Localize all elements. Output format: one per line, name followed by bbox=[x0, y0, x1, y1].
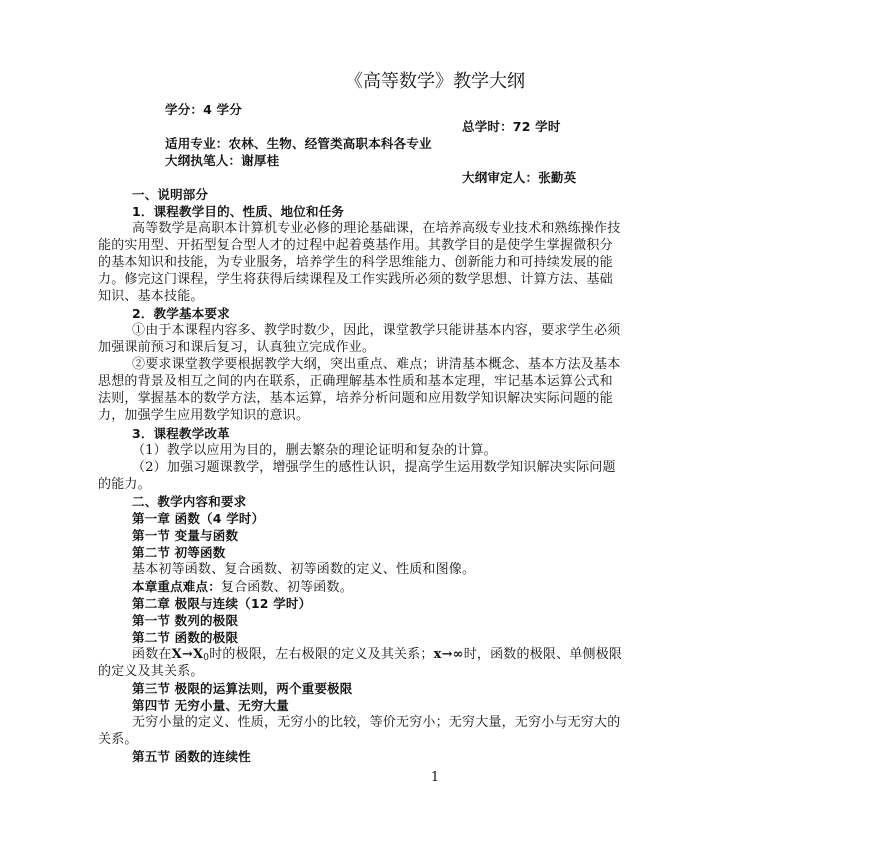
paragraph-line: （1）教学以应用为目的，删去繁杂的理论证明和复杂的计算。 bbox=[132, 443, 497, 458]
author-info: 大纲执笔人：谢厚桂 bbox=[165, 153, 280, 168]
credit-info: 学分：4 学分 bbox=[165, 102, 242, 117]
paragraph-line: 的基本知识和技能，为专业服务，培养学生的科学思维能力、创新能力和可持续发展的能 bbox=[98, 255, 613, 270]
chapter-heading: 第一章 函数（4 学时） bbox=[132, 511, 265, 526]
paragraph-line: 法则，掌握基本的数学方法，基本运算，培养分析问题和应用数学知识解决实际问题的能 bbox=[98, 391, 613, 406]
paragraph-line: 的定义及其关系。 bbox=[98, 664, 204, 679]
reviewer-info: 大纲审定人：张勤英 bbox=[462, 170, 577, 185]
section-title: 第一节 变量与函数 bbox=[132, 528, 239, 543]
text-fragment: 时的极限，左右极限的定义及其关系； bbox=[209, 647, 434, 662]
key-points-text: 复合函数、初等函数。 bbox=[220, 580, 353, 595]
section-title: 第五节 函数的连续性 bbox=[132, 749, 251, 764]
paragraph-line: 力。修完这门课程，学生将获得后续课程及工作实践所必须的数学思想、计算方法、基础 bbox=[98, 272, 613, 287]
paragraph-line: 高等数学是高职本计算机专业必修的理论基础课，在培养高级专业技术和熟练操作技 bbox=[132, 221, 621, 236]
key-points-label: 本章重点难点： bbox=[132, 579, 221, 594]
paragraph-line: 无穷小量的定义、性质，无穷小的比较，等价无穷小；无穷大量，无穷小与无穷大的 bbox=[132, 715, 621, 730]
subsection-heading: 3．课程教学改革 bbox=[132, 426, 230, 441]
text-fragment: 时，函数的极限、单侧极限 bbox=[463, 647, 623, 662]
section-title: 第二节 初等函数 bbox=[132, 545, 226, 560]
text-fragment: 函数在 bbox=[132, 647, 172, 662]
section-title: 第二节 函数的极限 bbox=[132, 630, 239, 645]
page-title: 《高等数学》教学大纲 bbox=[345, 71, 525, 92]
formula-subscript: 0 bbox=[203, 653, 210, 663]
hours-info: 总学时：72 学时 bbox=[462, 119, 561, 134]
paragraph-line bbox=[132, 646, 622, 667]
chapter-heading: 第二章 极限与连续（12 学时） bbox=[132, 596, 312, 611]
section-title: 第四节 无穷小量、无穷大量 bbox=[132, 698, 289, 713]
formula-x-to-x0: X→X bbox=[171, 647, 204, 662]
subsection-heading: 2．教学基本要求 bbox=[132, 306, 230, 321]
paragraph-line: 基本初等函数、复合函数、初等函数的定义、性质和图像。 bbox=[132, 562, 476, 577]
paragraph-line: 力，加强学生应用数学知识的意识。 bbox=[98, 408, 310, 423]
page-number: 1 bbox=[430, 770, 440, 785]
section-heading: 一、说明部分 bbox=[132, 187, 209, 202]
section-heading: 二、教学内容和要求 bbox=[132, 494, 247, 509]
paragraph-line: 知识、基本技能。 bbox=[98, 289, 204, 304]
paragraph-line: ②要求课堂教学要根据教学大纲，突出重点、难点；讲清基本概念、基本方法及基本 bbox=[132, 357, 621, 372]
section-title: 第三节 极限的运算法则，两个重要极限 bbox=[132, 681, 353, 696]
paragraph-line: ①由于本课程内容多、教学时数少，因此，课堂教学只能讲基本内容，要求学生必须 bbox=[132, 323, 621, 338]
paragraph-line: 能的实用型、开拓型复合型人才的过程中起着奠基作用。其教学目的是使学生掌握微积分 bbox=[98, 238, 613, 253]
paragraph-line: （2）加强习题课教学，增强学生的感性认识，提高学生运用数学知识解决实际问题 bbox=[132, 460, 616, 475]
subsection-heading: 1．课程教学目的、性质、地位和任务 bbox=[132, 204, 345, 219]
formula-x-to-infinity: x→∞ bbox=[433, 647, 464, 662]
paragraph-line: 思想的背景及相互之间的内在联系，正确理解基本性质和基本定理，牢记基本运算公式和 bbox=[98, 374, 613, 389]
paragraph-line: 加强课前预习和课后复习，认真独立完成作业。 bbox=[98, 340, 376, 355]
paragraph-line: 的能力。 bbox=[98, 477, 151, 492]
paragraph-line: 关系。 bbox=[98, 732, 138, 747]
section-title: 第一节 数列的极限 bbox=[132, 613, 239, 628]
applicable-majors: 适用专业：农林、生物、经管类高职本科各专业 bbox=[165, 136, 432, 151]
